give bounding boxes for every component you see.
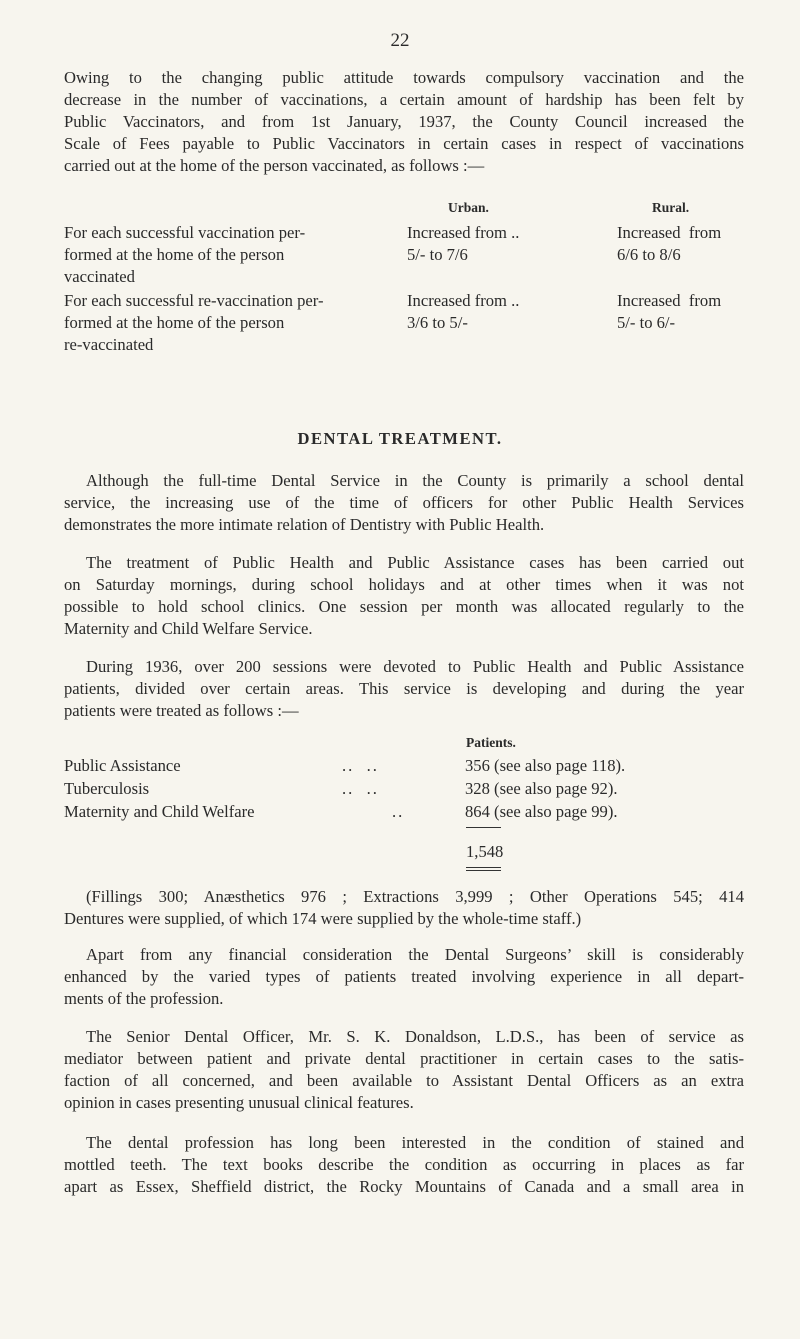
category-cell: Maternity and Child Welfare xyxy=(64,802,255,821)
text-line: service, the increasing use of the time of officers for other Public Health Services xyxy=(64,493,744,512)
leader-dots: .. xyxy=(392,802,405,821)
row-label-line: formed at the home of the person xyxy=(64,245,285,264)
urban-value-line: 3/6 to 5/- xyxy=(407,313,468,332)
text-line: demonstrates the more intimate relation of Dentistry with Public Health. xyxy=(64,515,545,534)
text-line: on Saturday mornings, during school holidays and at other times when it was not xyxy=(64,575,744,594)
text-line: faction of all concerned, and been available to Assistant Dental Officers as an extra xyxy=(64,1071,744,1090)
column-header-rural: Rural. xyxy=(652,200,690,215)
paragraph xyxy=(64,552,744,640)
text-line: Dentures were supplied, of which 174 were supplied by the whole-time staff.) xyxy=(64,909,582,928)
text-line: carried out at the home of the person vaccinated, as follows :— xyxy=(64,156,485,175)
paragraph xyxy=(64,1132,744,1198)
category-cell: Tuberculosis xyxy=(64,779,150,798)
paragraph xyxy=(64,470,744,536)
leader-dots: .. .. xyxy=(342,756,379,775)
total-rule-lower xyxy=(466,870,501,871)
rural-value-line: Increased from xyxy=(617,291,722,310)
text-line: Although the full-time Dental Service in the County is primarily a school dental xyxy=(86,471,744,490)
paragraph xyxy=(64,656,744,722)
page-number: 22 xyxy=(390,30,410,51)
row-label-line: re-vaccinated xyxy=(64,335,154,354)
text-line: apart as Essex, Sheffield district, the Rocky Mountains of Canada and a small area in xyxy=(64,1177,744,1196)
rural-value-line: Increased from xyxy=(617,223,722,242)
text-line: Apart from any financial consideration the Dental Surgeons’ skill is considerably xyxy=(86,945,744,964)
section-heading: DENTAL TREATMENT. xyxy=(297,429,503,448)
paragraph xyxy=(64,1026,744,1114)
urban-value-line: 5/- to 7/6 xyxy=(407,245,468,264)
text-line: The Senior Dental Officer, Mr. S. K. Donaldson, L.D.S., has been of service as xyxy=(86,1027,744,1046)
sum-rule xyxy=(466,827,501,828)
value-cell: 328 (see also page 92). xyxy=(465,779,618,798)
text-line: ments of the profession. xyxy=(64,989,224,1008)
column-header-urban: Urban. xyxy=(448,200,489,215)
text-line: The treatment of Public Health and Public Assistance cases has been carried out xyxy=(86,553,744,572)
row-label-line: For each successful re-vaccination per- xyxy=(64,291,324,310)
rural-value-line: 6/6 to 8/6 xyxy=(617,245,681,264)
text-line: The dental profession has long been interested in the condition of stained and xyxy=(86,1133,744,1152)
text-line: Owing to the changing public attitude towards compulsory vaccination and the xyxy=(64,68,744,87)
text-line: opinion in cases presenting unusual clinical features. xyxy=(64,1093,414,1112)
text-line: Maternity and Child Welfare Service. xyxy=(64,619,313,638)
text-line: mediator between patient and private dental practitioner in certain cases to the satis- xyxy=(64,1049,744,1068)
text-line: enhanced by the varied types of patients treated involving experience in all depart- xyxy=(64,967,744,986)
text-line: Scale of Fees payable to Public Vaccinators in certain cases in respect of vaccinations xyxy=(64,134,744,153)
text-line: patients, divided over certain areas. This service is developing and during the year xyxy=(64,679,744,698)
text-line: decrease in the number of vaccinations, a certain amount of hardship has been felt by xyxy=(64,90,744,109)
category-cell: Public Assistance xyxy=(64,756,181,775)
total-value: 1,548 xyxy=(466,842,504,861)
text-line: possible to hold school clinics. One session per month was allocated regularly to the xyxy=(64,597,744,616)
text-line: Public Vaccinators, and from 1st January, 1937, the County Council increased the xyxy=(64,112,744,131)
column-header-patients: Patients. xyxy=(466,735,516,750)
text-line: mottled teeth. The text books describe the condition as occurring in places as far xyxy=(64,1155,744,1174)
text-line: During 1936, over 200 sessions were devoted to Public Health and Public Assistance xyxy=(86,657,744,676)
row-label-line: For each successful vaccination per- xyxy=(64,223,306,242)
text-line: patients were treated as follows :— xyxy=(64,701,299,720)
value-cell: 864 (see also page 99). xyxy=(465,802,618,821)
text-line: (Fillings 300; Anæsthetics 976 ; Extractions 3,999 ; Other Operations 545; 414 xyxy=(86,887,744,906)
value-cell: 356 (see also page 118). xyxy=(465,756,626,775)
urban-value-line: Increased from .. xyxy=(407,291,520,310)
paragraph xyxy=(64,944,744,1010)
paragraph xyxy=(64,886,744,930)
rural-value-line: 5/- to 6/- xyxy=(617,313,676,332)
leader-dots: .. .. xyxy=(342,779,379,798)
urban-value-line: Increased from .. xyxy=(407,223,520,242)
row-label-line: formed at the home of the person xyxy=(64,313,285,332)
row-label-line: vaccinated xyxy=(64,267,135,286)
intro-paragraph xyxy=(64,67,744,177)
total-rule-upper xyxy=(466,867,501,868)
